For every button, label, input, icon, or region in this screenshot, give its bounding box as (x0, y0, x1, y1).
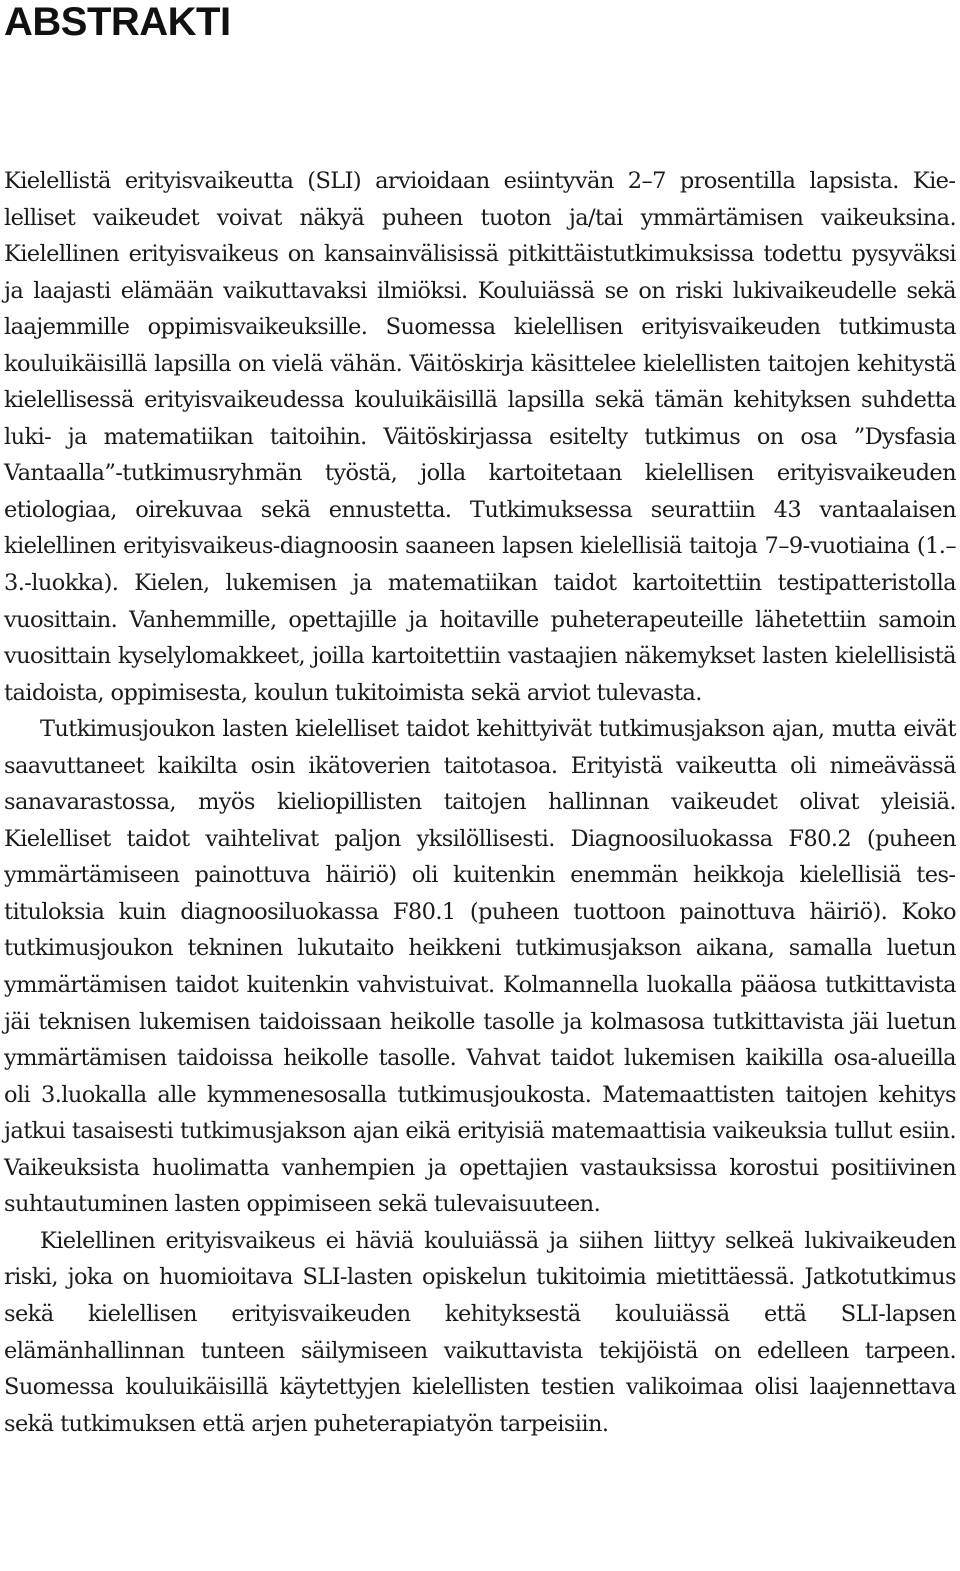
page-title: ABSTRAKTI (4, 0, 231, 44)
abstract-paragraph-1: Kielellistä erityisvaikeutta (SLI) arvioidaan esiintyvän 2–7 prosentilla lapsista. Kielelliset vaikeudet voivat näkyä puheen tuoton ja/tai ymmärtämisen vaikeuksina. Kielellinen erityisvaikeus on kansainvälisissä pitkittäistutkimuksissa todettu pysyväksi ja laajasti elämään vaikuttavaksi ilmiöksi. Kouluiässä se on riski lukivaikeudelle sekä laajemmille oppimisvaikeuksille. Suomessa kielellisen erityisvaikeuden tutkimusta kouluikäisillä lapsilla on vielä vähän. Väitöskirja käsittelee kielellisten taitojen kehitystä kielellisessä erityisvaikeudessa kouluikäisillä lapsilla sekä tämän kehityksen suhdetta luki- ja matematiikan taitoihin. Väitöskirjassa esitelty tutkimus on osa ”Dysfasia Vantaalla”-tutkimusryhmän työstä, jolla kartoitetaan kielellisen erityisvaikeuden etiologiaa, oirekuvaa sekä ennustetta. Tutkimuksessa seurattiin 43 vantaalaisen kielellinen erityisvaikeus-diagnoosin saaneen lapsen kielellisiä taitoja 7–9-vuotiaina (1.–3.-luokka). Kielen, lukemisen ja matematiikan taidot kartoitettiin testipatteristolla vuosittain. Vanhemmille, opettajille ja hoitaville puheterapeuteille lähetettiin samoin vuosittain kyselylomakkeet, joilla kartoitettiin vastaajien näkemykset lasten kielellisistä taidoista, oppimisesta, koulun tukitoimista sekä arviot tulevasta. (4, 168, 956, 706)
abstract-paragraph-2: Tutkimusjoukon lasten kielelliset taidot kehittyivät tutkimusjakson ajan, mutta eivät saavuttaneet kaikilta osin ikätoverien taitotasoa. Erityistä vaikeutta oli nimeävässä sanavarastossa, myös kieliopillisten taitojen hallinnan vaikeudet olivat yleisiä. Kielelliset taidot vaihtelivat paljon yksilöllisesti. Diagnoosiluokassa F80.2 (puheen ymmärtämiseen painottuva häiriö) oli kuitenkin enemmän heikkoja kielellisiä testituloksia kuin diagnoosiluokassa F80.1 (puheen tuottoon painottuva häiriö). Koko tutkimusjoukon tekninen lukutaito heikkeni tutkimusjakson aikana, samalla luetun ymmärtämisen taidot kuitenkin vahvistuivat. Kolmannella luokalla pääosa tutkittavista jäi teknisen lukemisen taidoissaan heikolle tasolle ja kolmasosa tutkittavista jäi luetun ymmärtämisen taidoissa heikolle tasolle. Vahvat taidot lukemisen kaikilla osa-alueilla oli 3.luokalla alle kymmenesosalla tutkimusjoukosta. Matemaattisten taitojen kehitys jatkui tasaisesti tutkimusjakson ajan eikä erityisiä matemaattisia vaikeuksia tullut esiin. Vaikeuksista huolimatta vanhempien ja opettajien vastauksissa korostui positiivinen suhtautuminen lasten oppimiseen sekä tulevaisuuteen. (4, 716, 956, 1218)
abstract-body (4, 163, 956, 1442)
abstract-paragraph-3: Kielellinen erityisvaikeus ei häviä kouluiässä ja siihen liittyy selkeä lukivaikeuden riski, joka on huomioitava SLI-lasten opiskelun tukitoimia mietittäessä. Jatkotutkimus sekä kielellisen erityisvaikeuden kehityksestä kouluiässä että SLI-lapsen elämänhallinnan tunteen säilymiseen vaikuttavista tekijöistä on edelleen tarpeen. Suomessa kouluikäisillä käytettyjen kielellisten testien valikoimaa olisi laajennettava sekä tutkimuksen että arjen puheterapiatyön tarpeisiin. (4, 1227, 956, 1437)
